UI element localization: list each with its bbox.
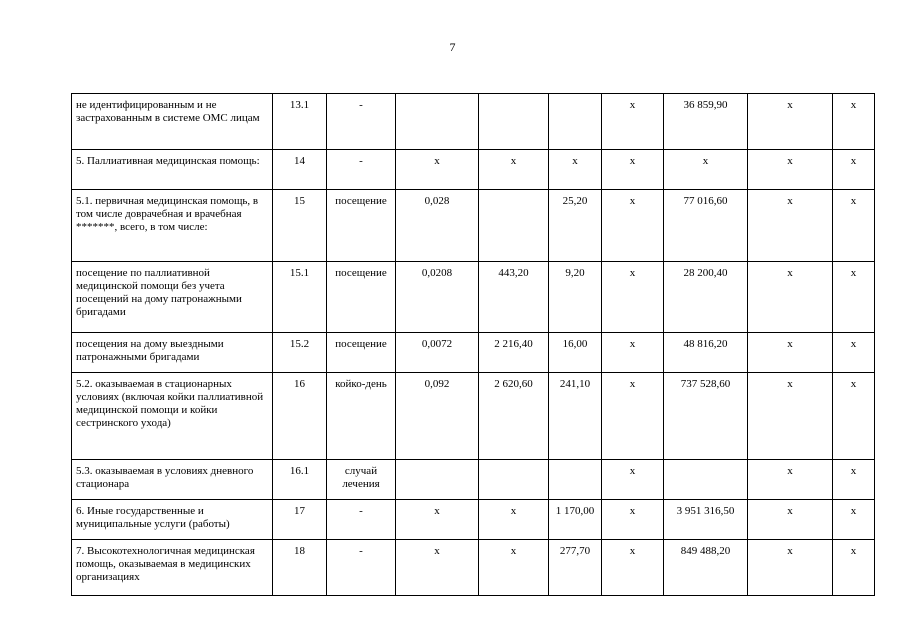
cell-per-capita-oms: х (602, 190, 664, 262)
cell-line-number: 13.1 (273, 94, 327, 150)
table-row (72, 94, 875, 150)
cell-line-number: 16 (273, 373, 327, 460)
cell-unit: посещение (327, 262, 396, 333)
cell-care-type: 5.1. первичная медицинская помощь, в том числе доврачебная и врачебная *******, всего, в том числе: (72, 190, 273, 262)
cell-per-capita-budget: 277,70 (549, 540, 602, 596)
cell-per-capita-budget: 9,20 (549, 262, 602, 333)
cell-per-capita-oms: х (602, 500, 664, 540)
cell-total-oms: х (748, 540, 833, 596)
cell-total-percent: х (833, 540, 875, 596)
cell-total-budget: 48 816,20 (664, 333, 748, 373)
cell-norm-cost (479, 190, 549, 262)
table-row (72, 262, 875, 333)
cell-care-type: 5. Паллиативная медицинская помощь: (72, 150, 273, 190)
cell-norm-volume: 0,092 (396, 373, 479, 460)
cell-total-budget: 849 488,20 (664, 540, 748, 596)
cell-total-percent: х (833, 500, 875, 540)
cell-norm-cost: 443,20 (479, 262, 549, 333)
cell-per-capita-budget (549, 460, 602, 500)
cell-care-type: 7. Высокотехнологичная медицинская помощь, оказываемая в медицинских организациях (72, 540, 273, 596)
cell-total-budget: 3 951 316,50 (664, 500, 748, 540)
cell-total-oms: х (748, 460, 833, 500)
cell-care-type: посещения на дому выездными патронажными бригадами (72, 333, 273, 373)
cell-care-type: 6. Иные государственные и муниципальные услуги (работы) (72, 500, 273, 540)
cell-norm-cost (479, 460, 549, 500)
table-row (72, 333, 875, 373)
cell-unit: - (327, 150, 396, 190)
cell-norm-cost: х (479, 500, 549, 540)
cell-care-type: посещение по паллиативной медицинской помощи без учета посещений на дому патронажными бригадами (72, 262, 273, 333)
cell-total-percent: х (833, 190, 875, 262)
table-row (72, 460, 875, 500)
cell-line-number: 15.1 (273, 262, 327, 333)
cell-per-capita-oms: х (602, 150, 664, 190)
cell-total-budget: 737 528,60 (664, 373, 748, 460)
cell-total-budget: 77 016,60 (664, 190, 748, 262)
cell-norm-volume: 0,0072 (396, 333, 479, 373)
cell-unit: посещение (327, 190, 396, 262)
cell-norm-volume: 0,028 (396, 190, 479, 262)
cell-norm-cost (479, 94, 549, 150)
table-row (72, 190, 875, 262)
table-row (72, 540, 875, 596)
cell-total-percent: х (833, 333, 875, 373)
cell-unit: случай лечения (327, 460, 396, 500)
cell-total-oms: х (748, 94, 833, 150)
cell-per-capita-budget (549, 94, 602, 150)
cell-norm-cost: 2 620,60 (479, 373, 549, 460)
cell-line-number: 14 (273, 150, 327, 190)
cell-total-oms: х (748, 333, 833, 373)
cell-norm-cost: 2 216,40 (479, 333, 549, 373)
cell-norm-volume: х (396, 540, 479, 596)
cell-total-oms: х (748, 500, 833, 540)
cell-unit: посещение (327, 333, 396, 373)
page-number: 7 (449, 40, 456, 54)
cell-per-capita-oms: х (602, 540, 664, 596)
table-row (72, 373, 875, 460)
cell-care-type: 5.3. оказываемая в условиях дневного стационара (72, 460, 273, 500)
cell-care-type: не идентифицированным и не застрахованным в системе ОМС лицам (72, 94, 273, 150)
cell-total-oms: х (748, 373, 833, 460)
cell-total-budget: х (664, 150, 748, 190)
table-body (72, 94, 875, 596)
cell-unit: - (327, 540, 396, 596)
cell-line-number: 18 (273, 540, 327, 596)
cell-total-percent: х (833, 150, 875, 190)
cell-per-capita-budget: 1 170,00 (549, 500, 602, 540)
cell-total-oms: х (748, 150, 833, 190)
cell-line-number: 16.1 (273, 460, 327, 500)
cell-total-oms: х (748, 262, 833, 333)
cell-per-capita-budget: 241,10 (549, 373, 602, 460)
cell-total-percent: х (833, 262, 875, 333)
cell-unit: - (327, 500, 396, 540)
cell-norm-cost: х (479, 540, 549, 596)
cell-line-number: 15 (273, 190, 327, 262)
cell-line-number: 15.2 (273, 333, 327, 373)
cell-care-type: 5.2. оказываемая в стационарных условиях (включая койки паллиативной медицинской помощи и койки сестринского ухода) (72, 373, 273, 460)
cell-per-capita-budget: 25,20 (549, 190, 602, 262)
cell-per-capita-oms: х (602, 460, 664, 500)
cell-total-percent: х (833, 94, 875, 150)
cell-total-budget: 28 200,40 (664, 262, 748, 333)
cell-unit: - (327, 94, 396, 150)
cell-total-budget (664, 460, 748, 500)
table-row (72, 500, 875, 540)
cell-norm-volume (396, 94, 479, 150)
cell-per-capita-oms: х (602, 373, 664, 460)
cell-total-percent: х (833, 373, 875, 460)
cell-per-capita-budget: 16,00 (549, 333, 602, 373)
cell-per-capita-oms: х (602, 94, 664, 150)
cell-unit: койко-день (327, 373, 396, 460)
cell-per-capita-oms: х (602, 262, 664, 333)
cell-per-capita-budget: х (549, 150, 602, 190)
cell-norm-volume: 0,0208 (396, 262, 479, 333)
table-row (72, 150, 875, 190)
cell-per-capita-oms: х (602, 333, 664, 373)
cell-norm-volume (396, 460, 479, 500)
financing-table (71, 93, 875, 596)
cell-norm-volume: х (396, 150, 479, 190)
cell-line-number: 17 (273, 500, 327, 540)
cell-total-percent: х (833, 460, 875, 500)
cell-total-budget: 36 859,90 (664, 94, 748, 150)
cell-norm-cost: х (479, 150, 549, 190)
cell-total-oms: х (748, 190, 833, 262)
cell-norm-volume: х (396, 500, 479, 540)
